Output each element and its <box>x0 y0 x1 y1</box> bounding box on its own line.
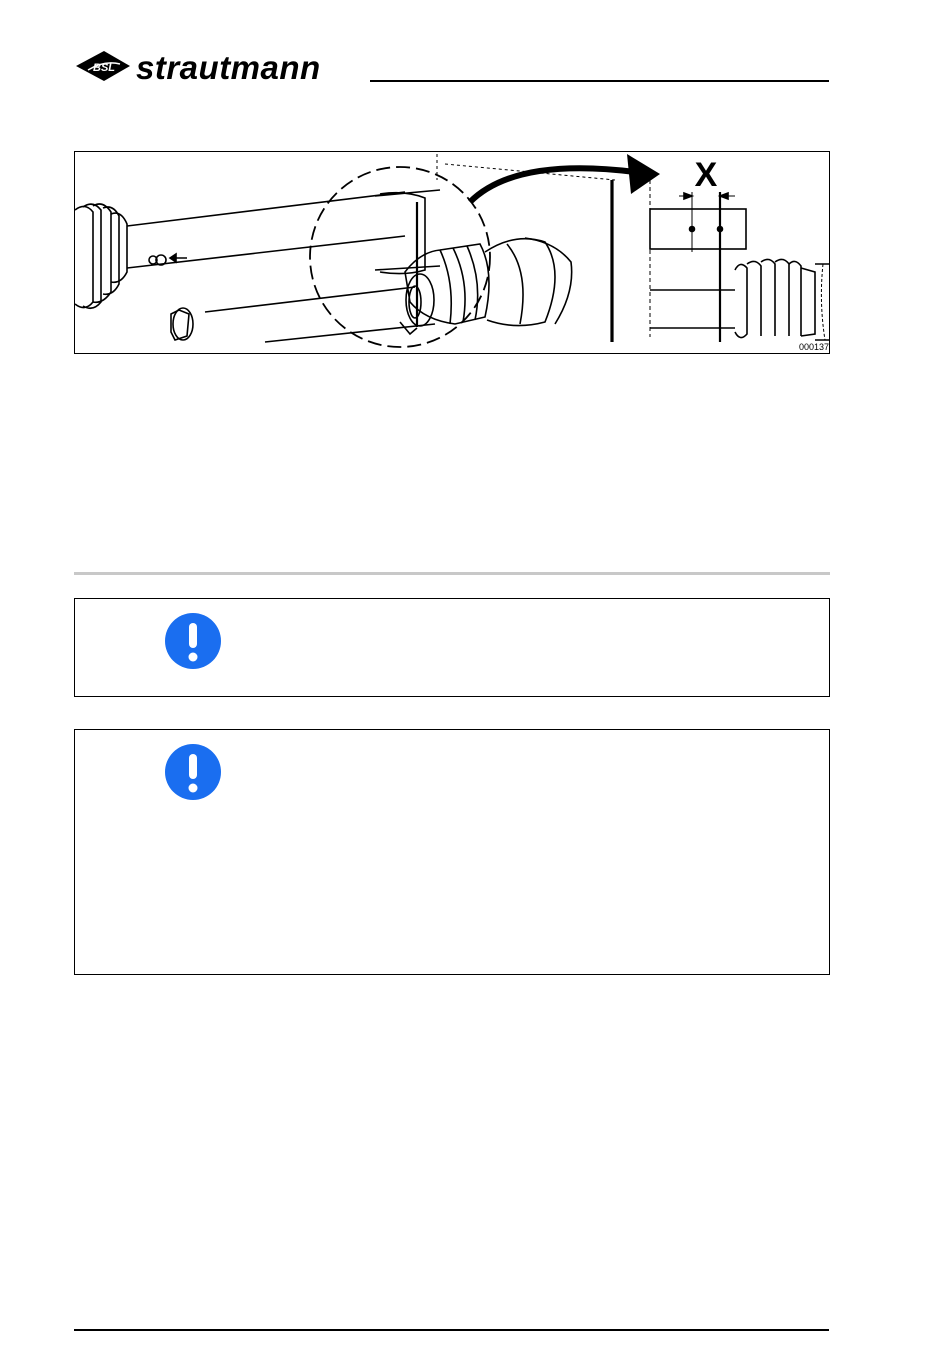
notice-box <box>74 729 830 975</box>
shaft-illustration <box>74 151 830 354</box>
brand-logo <box>74 44 374 88</box>
callout-arrow <box>470 168 635 202</box>
brand-logo-graphic <box>74 44 374 88</box>
footer-rule <box>74 1329 829 1331</box>
header-rule <box>370 80 829 82</box>
figure-code: 000137 <box>798 342 829 352</box>
shaft-drawing <box>75 152 830 354</box>
notice-box <box>74 598 830 697</box>
brand-wordmark: strautmann <box>136 49 321 86</box>
exclamation-circle-icon <box>164 743 222 801</box>
brand-badge-text: BSL <box>93 62 115 74</box>
detail-tube <box>650 209 746 249</box>
section-divider <box>74 572 830 575</box>
exclamation-circle-icon <box>164 612 222 670</box>
tube-top-edge <box>127 192 405 226</box>
dimension-label: X <box>694 156 718 194</box>
left-bellows <box>75 204 127 308</box>
